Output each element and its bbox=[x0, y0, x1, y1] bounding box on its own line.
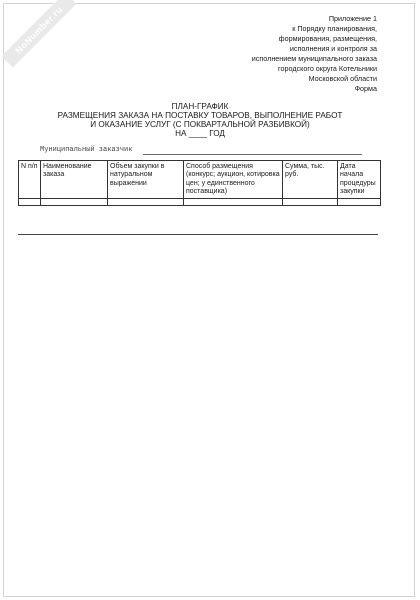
appendix-line: к Порядку планирования, bbox=[292, 24, 377, 33]
title-line: И ОКАЗАНИЕ УСЛУГ (С ПОКВАРТАЛЬНОЙ РАЗБИВКОЙ) bbox=[90, 120, 310, 129]
column-header-start-date: Дата начала процедуры закупки bbox=[338, 161, 381, 199]
table-cell[interactable] bbox=[338, 198, 381, 205]
appendix-line: Московской области bbox=[308, 74, 377, 83]
table-cell[interactable] bbox=[108, 198, 184, 205]
title-line: ПЛАН-ГРАФИК bbox=[171, 102, 229, 111]
customer-field bbox=[40, 145, 362, 157]
table-cell[interactable] bbox=[283, 198, 338, 205]
customer-fill-line[interactable] bbox=[143, 154, 362, 155]
plan-table bbox=[18, 160, 381, 206]
watermark: NoNumber.ru bbox=[2, 0, 77, 67]
column-header-volume: Объем закупки в натуральном выражении bbox=[108, 161, 184, 199]
table-row bbox=[19, 198, 381, 205]
form-label: Форма bbox=[354, 84, 377, 93]
appendix-line: Приложение 1 bbox=[328, 14, 377, 23]
appendix-line: городского округа Котельники bbox=[278, 64, 377, 73]
table-header-row bbox=[19, 161, 381, 199]
customer-label: Муниципальный заказчик bbox=[40, 146, 133, 154]
page-border bbox=[3, 3, 415, 597]
appendix-note bbox=[177, 14, 377, 84]
appendix-line: формирования, размещения, bbox=[278, 34, 377, 43]
column-header-placement-method: Способ размещения (конкурс; аукцион, котировка цен; у единственного поставщика) bbox=[184, 161, 283, 199]
table-cell[interactable] bbox=[41, 198, 108, 205]
signature-line bbox=[18, 234, 378, 235]
table-cell[interactable] bbox=[184, 198, 283, 205]
document-title bbox=[40, 102, 360, 138]
title-line: НА ____ ГОД bbox=[175, 129, 225, 138]
column-header-order-name: Наименование заказа bbox=[41, 161, 108, 199]
table-cell[interactable] bbox=[19, 198, 41, 205]
column-header-amount: Сумма, тыс. руб. bbox=[283, 161, 338, 199]
title-line: РАЗМЕЩЕНИЯ ЗАКАЗА НА ПОСТАВКУ ТОВАРОВ, ВЫПОЛНЕНИЕ РАБОТ bbox=[57, 111, 343, 120]
column-header-number: N п/п bbox=[19, 161, 41, 199]
appendix-line: исполнением муниципального заказа bbox=[251, 54, 377, 63]
appendix-line: исполнения и контроля за bbox=[289, 44, 377, 53]
